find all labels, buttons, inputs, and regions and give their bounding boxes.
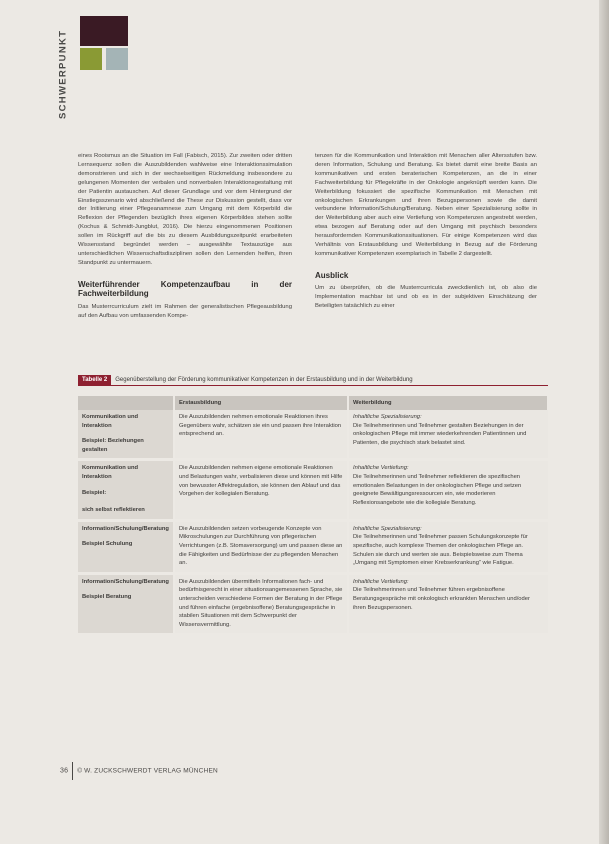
- left-paragraph: eines Rooismus an die Situation im Fall (Fabisch, 2015). Zur zweiten oder dritten Lernsequenz sollen die Auszubildenden wahlweise eine Interaktionssimulation demonstrieren und sich in der wechselseitigen Rückmeldung insbesondere zu gelungenen Momenten der verbalen und nonverbalen Interaktionsgestaltung mit der Patientin austauschen. Auf dieser Grundlage und vor dem Hintergrund der Einstiegsszenario wird abschließend die These zur Diskussion gestellt, dass vor der Initiierung einer Pflegeanamnese zum Umgang mit dem Körperbild die Reflexion der Pflegenden bezüglich ihres eigenen Körperbildes stehen sollte (Kochus & Schmidt-Jungblut, 2016). Die hierzu eingenommenen Positionen sollen im Rückgriff auf die bis zu diesem Ausbildungszeitpunkt erarbeiteten Wissensstand begründet werden – ausgewählte Textauszüge aus unterschiedlichen Wissenschaftsdisziplinen sollen den Lernenden helfen, ihren Standpunkt zu untermauern.: [78, 153, 292, 266]
- row-first-cell: Die Auszubildenden nehmen eigene emotionale Reaktionen und Belastungen wahr, verbalisieren diese und können mit Hilfe von bewusster Affektregulation, sie können den Ablauf und das Vorgehen der kollegialen Beratung.: [174, 460, 348, 520]
- row-further-cell: [348, 460, 548, 520]
- row-example: Beispiel Beratung: [82, 594, 132, 601]
- logo-square-grey: [106, 48, 128, 70]
- table-tag: Tabelle 2: [78, 375, 111, 385]
- row-first-cell: Die Auszubildenden setzen vorbeugende Konzepte von Mikroschulungen zur Durchführung von pflegerischen Verrichtungen (z.B. Stomaversorgung) um und passen diese an die Fähigkeiten und Bedürfnisse der zu pflegenden Menschen an.: [174, 520, 348, 573]
- right-heading: Ausblick: [315, 270, 349, 280]
- right-paragraph: tenzen für die Kommunikation und Interaktion mit Menschen aller Altersstufen bzw. deren Information, Schulung und Beratung. Es bietet damit eine breite Basis an kommunikativen und ersten beraterischen Kompetenzen, an die in einer Fachweiterbildung für Pflegekräfte in der Onkologie angeknüpft werden kann. Die Weiterbildung fokussiert die spezifische Kommunikation mit Menschen mit onkologischen Erkrankungen und ihren Bezugspersonen sowie die damit verbundene Information/Schulung/Beratung. Neben einer Spezialisierung sollte in der Weiterbildung aber auch eine Vertiefung von Kompetenzen angestrebt werden, etwa bezogen auf Beratung oder auf den Umgang mit psychisch besonders herausfordernden Kommunikationssituationen. Für einige Kompetenzen wird das Verhältnis von Erstausbildung und Weiterbildung in Bezug auf die Förderung kommunikativer Kompetenzen exemplarisch in Tabelle 2 dargestellt.: [315, 153, 537, 257]
- row-further-cell: [348, 520, 548, 573]
- row-example: Beispiel: Beziehungen gestalten: [82, 438, 144, 453]
- section-label: SCHWERPUNKT: [57, 29, 69, 119]
- row-category-cell: [78, 520, 174, 573]
- table-header-row: [78, 396, 548, 410]
- page-footer: [60, 762, 218, 780]
- left-column: [78, 152, 292, 321]
- row-further-head: Inhaltliche Spezialisierung:: [353, 525, 422, 532]
- table-caption-text: Gegenüberstellung der Förderung kommunikativer Kompetenzen in der Erstausbildung und in der Weiterbildung: [115, 377, 413, 383]
- logo-square-green: [80, 48, 102, 70]
- row-category-cell: [78, 410, 174, 460]
- row-further-text: Die Teilnehmerinnen und Teilnehmer gestalten Beziehungen in der onkologischen Pflege mit immer wiederkehrenden Patientinnen und Patienten, die psychisch stark belastet sind.: [353, 422, 527, 446]
- page-number: 36: [60, 767, 69, 775]
- row-further-head: Inhaltliche Vertiefung:: [353, 465, 409, 472]
- row-first-cell: Die Auszubildenden nehmen emotionale Reaktionen ihres Gegenübers wahr, schätzen sie ein und passen ihre Interaktion entsprechend an.: [174, 410, 348, 460]
- row-category: Kommunikation und Interaktion: [82, 465, 139, 480]
- row-example-extra: sich selbst reflektieren: [82, 507, 145, 514]
- row-example: Beispiel:: [82, 489, 107, 496]
- left-heading: Weiterführender Kompetenzaufbau in der Fachweiterbildung: [78, 279, 292, 299]
- publisher-credit: © W. ZUCKSCHWERDT VERLAG MÜNCHEN: [77, 767, 218, 775]
- row-further-cell: [348, 410, 548, 460]
- row-category-cell: [78, 573, 174, 635]
- left-paragraph-2: Das Musterrcurriculum zielt im Rahmen der generalistischen Pflegeausbildung auf den Aufbau von umfassenden Kompe-: [78, 303, 292, 319]
- right-paragraph-2: Um zu überprüfen, ob die Musterrcurricula zweckdienlich ist, ob also die Implementation machbar ist und ob es in der subjektiven Einschätzung der Beteiligten tatsächlich zu einer: [315, 285, 537, 310]
- row-category: Information/Schulung/Beratung: [82, 525, 169, 532]
- logo-square-dark: [80, 16, 128, 46]
- table-row: [78, 410, 548, 460]
- table-caption: [78, 375, 548, 386]
- row-category-cell: [78, 460, 174, 520]
- footer-divider: [72, 762, 73, 780]
- row-first-cell: Die Auszubildenden übermitteln Informationen fach- und bedürfnisgerecht in einer situationsangemessenen Sprache, sie unterscheiden verschiedene Formen der Beratung in der Pflege und führen einfache (ergebnisoffene) Beratungsgespräche in stabilen Situationen mit dem Schwerpunkt der Wissensvermittlung.: [174, 573, 348, 635]
- right-column: [315, 152, 537, 311]
- row-further-cell: [348, 573, 548, 635]
- page-edge: [599, 0, 609, 844]
- table-row: [78, 573, 548, 635]
- row-category: Information/Schulung/Beratung: [82, 578, 169, 585]
- comparison-table: [78, 396, 549, 636]
- table-header-further: Weiterbildung: [348, 396, 548, 410]
- row-further-text: Die Teilnehmerinnen und Teilnehmer reflektieren die spezifischen emotionalen Belastungen in der onkologischen Pflege und setzen geeignete Bewältigungsressourcen ein, wie moderieren Reflexionsangebote wie die kollegiale Beratung.: [353, 473, 522, 506]
- row-example: Beispiel Schulung: [82, 541, 133, 548]
- row-further-head: Inhaltliche Spezialisierung:: [353, 414, 422, 420]
- table-header-first: Erstausbildung: [174, 396, 348, 410]
- row-further-head: Inhaltliche Vertiefung:: [353, 578, 409, 585]
- table-header-empty: [78, 396, 174, 410]
- table-row: [78, 520, 548, 573]
- row-further-text: Die Teilnehmerinnen und Teilnehmer passen Schulungskonzepte für spezifische, auch komplexe Themen der onkologischen Pflege an. Schulen sie durch und werten sie aus. Beispielsweise zum Thema „Umgang mit Symptomen einer Krebserkrankung“ wie Fatigue.: [353, 534, 528, 567]
- row-category: Kommunikation und Interaktion: [82, 414, 139, 429]
- table-row: [78, 460, 548, 520]
- row-further-text: Die Teilnehmerinnen und Teilnehmer führen ergebnisoffene Beratungsgespräche mit onkologisch erkrankten Menschen und/oder ihren Bezugspersonen.: [353, 587, 530, 611]
